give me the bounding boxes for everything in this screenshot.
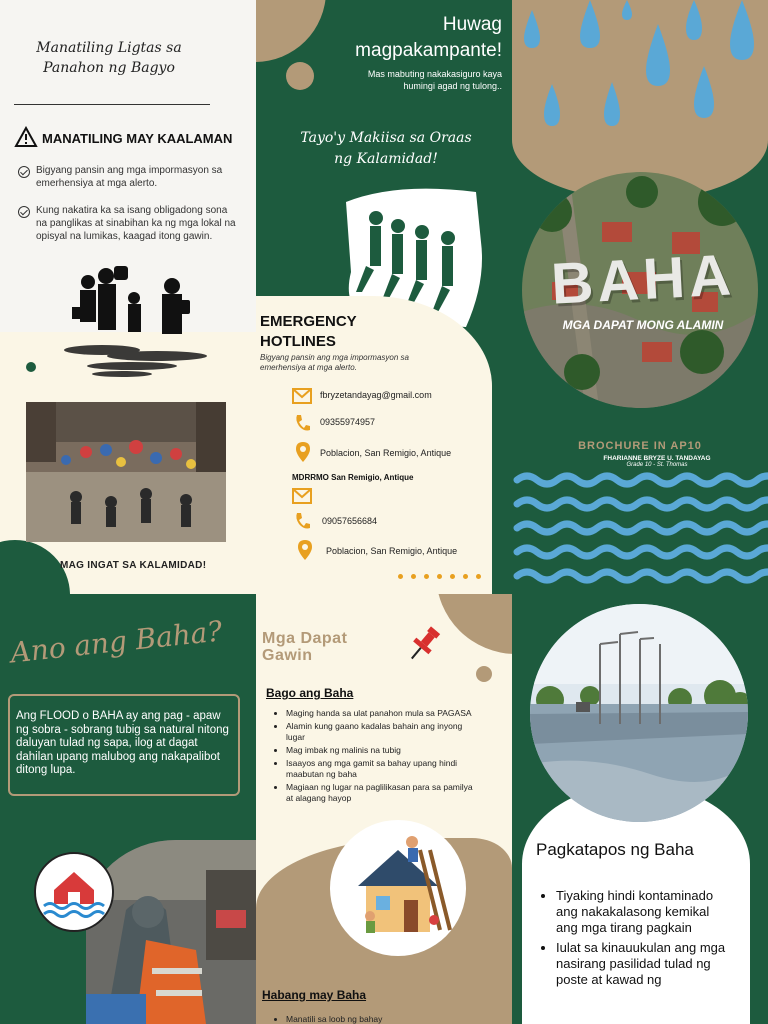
check-icon — [18, 166, 30, 178]
panel1-script-title: Manatiling Ligtas sa Panahon ng Bagyo — [36, 40, 182, 76]
email-text[interactable]: fbryzetandayag@gmail.com — [320, 390, 432, 400]
list-item-text: Kung nakatira ka sa isang obligadong sona na panglikas at sinabihan ka ng mga lokal na opisyal na lumikas, kaagad itong gawin. — [36, 205, 236, 242]
org-label: MDRRMO San Remigio, Antique — [292, 473, 414, 482]
check-icon — [18, 206, 30, 218]
definition-text: Ang FLOOD o BAHA ay ang pag - apaw ng sobra - sobrang tubig sa natural nitong daluyan tulad ng sapa, ilog at dagat dahilan upang malubog ang nakapalibot ditong lupa. — [16, 710, 229, 776]
panel-cover — [512, 0, 768, 594]
before-title: Bago ang Baha — [266, 686, 354, 700]
list-item: • Tiyaking hindi kontaminado ang nakakalasong kemikal ang mga tirang pagkain — [556, 888, 726, 936]
definition-box — [8, 694, 240, 796]
divider — [14, 104, 210, 105]
phone-icon — [294, 512, 310, 535]
list-item — [18, 204, 240, 243]
list-item: • Isaayos ang mga gamit sa bahay upang hindi maabutan ng baha — [286, 758, 482, 780]
panel4-script-title: Ano ang Baha? — [8, 614, 224, 670]
list-item: • Alamin kung gaano kadalas bahain ang inyong lugar — [286, 721, 482, 743]
address2-text: Poblacion, San Remigio, Antique — [326, 546, 458, 556]
tan-semicircle-top — [436, 594, 512, 654]
address1-text: Poblacion, San Remigio, Antique — [320, 448, 452, 458]
author-name: FHARIANNE BRYZE U. TANDAYAG — [603, 455, 711, 462]
email-icon — [292, 388, 312, 409]
dots-decoration — [398, 574, 481, 579]
panel6-title: Pagkatapos ng Baha — [536, 840, 694, 859]
tan-dot — [476, 666, 492, 682]
house-illustration — [330, 820, 466, 956]
phone2-text[interactable]: 09057656684 — [322, 516, 378, 526]
list-item: • Magiaan ng lugar na paglilikasan para sa pamilya at alagang hayop — [286, 782, 482, 804]
panel-what-is-flood — [0, 594, 256, 1024]
before-list — [286, 708, 482, 806]
list-item: • Manatili sa loob ng bahay — [286, 1014, 482, 1024]
list-item: • Iulat sa kinauukulan ang mga nasirang pasilidad tulad ng poste at kawad ng — [556, 940, 726, 988]
phone-icon — [294, 414, 310, 437]
panel1-list — [18, 164, 240, 243]
list-item: • Mag imbak ng malinis na tubig — [286, 745, 482, 756]
tan-dot — [286, 62, 314, 90]
subline: Mas mabuting nakakasiguro kaya humingi agad ng tulong.. — [367, 69, 502, 91]
brochure-label: BROCHURE IN AP10 — [578, 440, 702, 452]
during-title: Habang may Baha — [262, 988, 367, 1002]
email-icon — [292, 488, 312, 509]
flood-crowd-photo — [26, 402, 226, 542]
flooded-road-photo — [530, 604, 748, 822]
panel-hotlines — [256, 0, 512, 594]
grade-label: Grade 10 - St. Thomas — [626, 462, 688, 468]
headline: Huwag magpakampante! — [355, 14, 502, 61]
waves-decoration — [512, 470, 768, 594]
flood-house-icon — [34, 852, 114, 932]
phone1-text[interactable]: 09355974957 — [320, 417, 376, 427]
panel5-title: Mga Dapat Gawin — [262, 630, 348, 664]
pushpin-icon — [402, 622, 446, 671]
list-item-text: Bigyang pansin ang mga impormasyon sa emerhensiya at mga alerto. — [36, 165, 223, 189]
during-list — [286, 1014, 482, 1024]
cover-title: BAHA — [549, 242, 737, 317]
cover-subtitle: MGA DAPAT MONG ALAMIN — [562, 318, 724, 332]
after-list — [556, 888, 726, 990]
list-item: • Maging handa sa ulat panahon mula sa PAGASA — [286, 708, 482, 719]
raindrops-decoration — [512, 0, 768, 155]
panel2-script-title: Tayo'y Makiisa sa Oraas ng Kalamidad! — [300, 130, 472, 167]
panel1-footer: MAG INGAT SA KALAMIDAD! — [60, 560, 207, 571]
location-pin-icon — [296, 442, 310, 467]
location-pin-icon — [298, 540, 312, 565]
panel1-heading: MANATILING MAY KAALAMAN — [42, 131, 233, 146]
green-dot — [26, 362, 36, 372]
family-silhouette-image — [62, 262, 212, 387]
panel-after-flood — [512, 594, 768, 1024]
hotlines-title: EMERGENCY HOTLINES — [260, 313, 357, 350]
list-item — [18, 164, 240, 190]
warning-icon — [14, 126, 38, 153]
hotlines-subtitle: Bigyang pansin ang mga impormasyon sa emerhensiya at mga alerto. — [260, 353, 409, 372]
panel-what-to-do — [256, 594, 512, 1024]
